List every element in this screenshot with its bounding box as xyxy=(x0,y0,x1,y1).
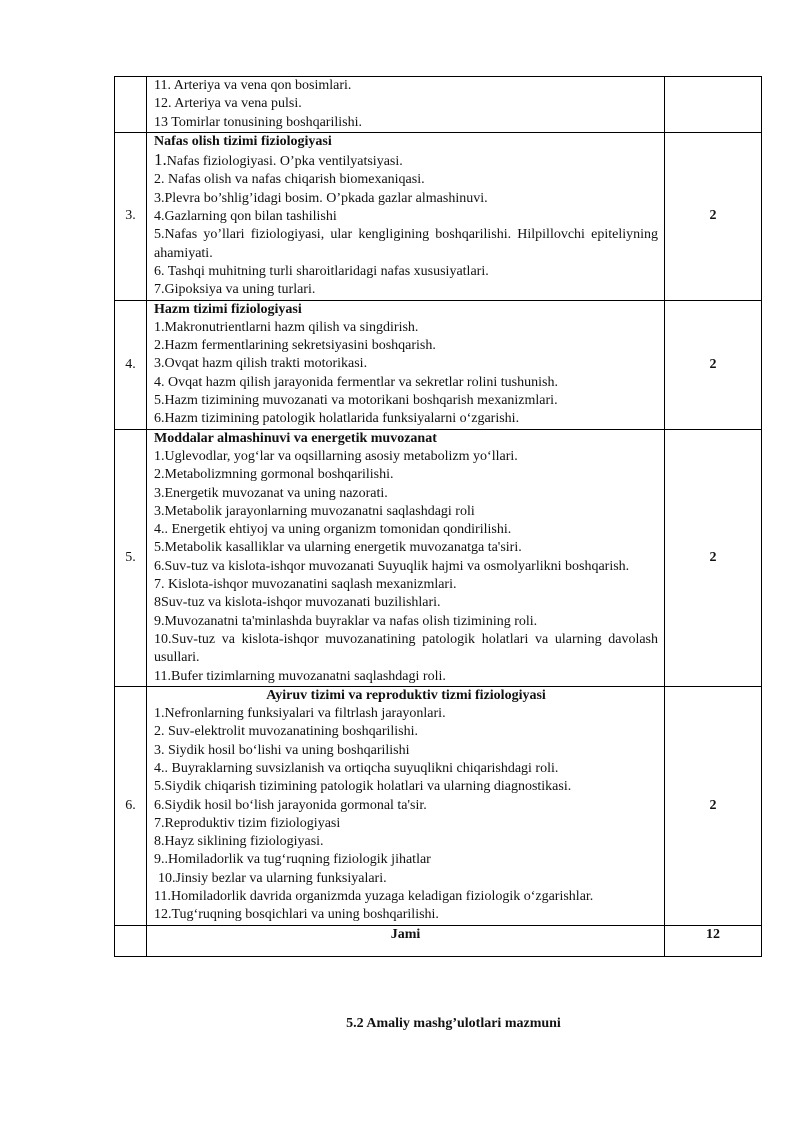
row-hours: 2 xyxy=(665,300,762,429)
list-item: 12. Arteriya va vena pulsi. xyxy=(154,96,302,112)
section-heading: 5.2 Amaliy mashg’ulotlari mazmuni xyxy=(346,1016,561,1031)
topic-title: Hazm tizimi fiziologiyasi xyxy=(154,301,302,317)
row-number: 4. xyxy=(115,300,147,429)
total-empty-cell xyxy=(115,925,147,956)
topic-title: Ayiruv tizimi va reproduktiv tizmi fiziologiyasi xyxy=(266,687,546,703)
list-item: 6.Hazm tizimining patologik holatlarida funksiyalarni o‘zgarishi. xyxy=(154,411,520,427)
row-number: 6. xyxy=(115,686,147,925)
list-item: 5.Metabolik kasalliklar va ularning energetik muvozanatga ta'siri. xyxy=(154,540,522,556)
list-item: 10.Suv-tuz va kislota-ishqor muvozanatining patologik holatlari va ularning davolash usullari. xyxy=(154,631,658,666)
list-item: 11. Arteriya va vena qon bosimlari. xyxy=(154,78,352,93)
list-item: 1.Uglevodlar, yog‘lar va oqsillarning asosiy metabolizm yo‘llari. xyxy=(154,448,518,464)
list-item: 7.Gipoksiya va uning turlari. xyxy=(154,282,316,298)
list-item: 13 Tomirlar tonusining boshqarilishi. xyxy=(154,114,362,130)
list-item: 11.Homiladorlik davrida organizmda yuzaga keladigan fiziologik o‘zgarishlar. xyxy=(154,889,594,905)
list-item: 5.Hazm tizimining muvozanati va motorikani boshqarish mexanizmlari. xyxy=(154,393,558,409)
topic-title: Moddalar almashinuvi va energetik muvozanat xyxy=(154,430,437,446)
list-item: 11.Bufer tizimlarning muvozanatni saqlashdagi roli. xyxy=(154,668,446,684)
row-hours xyxy=(665,77,762,133)
list-item: 2. Suv-elektrolit muvozanatining boshqarilishi. xyxy=(154,724,419,740)
list-item: 4.Gazlarning qon bilan tashilishi xyxy=(154,209,337,225)
list-item: 4. Ovqat hazm qilish jarayonida fermentlar va sekretlar rolini tushunish. xyxy=(154,374,558,390)
list-item: 4.. Energetik ehtiyoj va uning organizm tomonidan qondirilishi. xyxy=(154,522,512,538)
list-item: 6. Tashqi muhitning turli sharoitlaridagi nafas xususiyatlari. xyxy=(154,263,489,279)
row-number: 5. xyxy=(115,429,147,686)
list-item: 9.Muvozanatni ta'minlashda buyraklar va nafas olish tizimining roli. xyxy=(154,613,538,629)
table-row xyxy=(115,429,762,686)
topic-title: Nafas olish tizimi fiziologiyasi xyxy=(154,133,332,149)
list-item: 10.Jinsiy bezlar va ularning funksiyalari. xyxy=(158,870,387,886)
list-item: 5.Siydik chiqarish tizimining patologik holatlari va ularning diagnostikasi. xyxy=(154,779,572,795)
lecture-topics-table xyxy=(114,76,762,957)
list-item: 2. Nafas olish va nafas chiqarish biomexaniqasi. xyxy=(154,172,425,188)
list-item: 7. Kislota-ishqor muvozanatini saqlash mexanizmlari. xyxy=(154,577,457,593)
total-value: 12 xyxy=(665,925,762,956)
row-content xyxy=(147,429,665,686)
row-number xyxy=(115,77,147,133)
table-row xyxy=(115,132,762,300)
list-item: 12.Tug‘ruqning bosqichlari va uning boshqarilishi. xyxy=(154,907,439,923)
list-item: 1.Nafas fiziologiyasi. O’pka ventilyatsiyasi. xyxy=(154,150,403,170)
total-row xyxy=(115,925,762,956)
row-content xyxy=(147,77,665,133)
list-item: 8.Hayz siklining fiziologiyasi. xyxy=(154,834,324,850)
row-content xyxy=(147,132,665,300)
list-item: 3.Energetik muvozanat va uning nazorati. xyxy=(154,485,388,501)
list-item: 4.. Buyraklarning suvsizlanish va ortiqcha suyuqlikni chiqarishdagi roli. xyxy=(154,760,559,776)
table-row xyxy=(115,300,762,429)
row-hours: 2 xyxy=(665,429,762,686)
list-item: 3.Plevra bo’shlig’idagi bosim. O’pkada gazlar almashinuvi. xyxy=(154,190,488,206)
list-item: 2.Hazm fermentlarining sekretsiyasini boshqarish. xyxy=(154,338,436,354)
list-item: 3.Ovqat hazm qilish trakti motorikasi. xyxy=(154,356,368,372)
list-item: 5.Nafas yo’llari fiziologiyasi, ular kengligining boshqarilishi. Hilpillovchi epiteliyning ahamiyati. xyxy=(154,227,658,261)
table-row xyxy=(115,686,762,925)
list-item: 3.Metabolik jarayonlarning muvozanatni saqlashdagi roli xyxy=(154,503,475,519)
list-item: 6.Siydik hosil bo‘lish jarayonida gormonal ta'sir. xyxy=(154,797,427,813)
total-label: Jami xyxy=(147,925,665,956)
list-item: 3. Siydik hosil bo‘lishi va uning boshqarilishi xyxy=(154,742,410,758)
row-hours: 2 xyxy=(665,686,762,925)
list-item: 1.Nefronlarning funksiyalari va filtrlash jarayonlari. xyxy=(154,706,446,722)
list-item: 9..Homiladorlik va tug‘ruqning fiziologik jihatlar xyxy=(154,852,431,868)
row-hours: 2 xyxy=(665,132,762,300)
table-row xyxy=(115,77,762,133)
list-item: 6.Suv-tuz va kislota-ishqor muvozanati Suyuqlik hajmi va osmolyarlikni boshqarish. xyxy=(154,558,630,574)
list-item: 1.Makronutrientlarni hazm qilish va singdirish. xyxy=(154,319,419,335)
list-item: 2.Metabolizmning gormonal boshqarilishi. xyxy=(154,467,394,483)
row-content xyxy=(147,300,665,429)
list-item: 7.Reproduktiv tizim fiziologiyasi xyxy=(154,815,341,831)
row-content xyxy=(147,686,665,925)
list-item: 8Suv-tuz va kislota-ishqor muvozanati buzilishlari. xyxy=(154,595,441,611)
row-number: 3. xyxy=(115,132,147,300)
